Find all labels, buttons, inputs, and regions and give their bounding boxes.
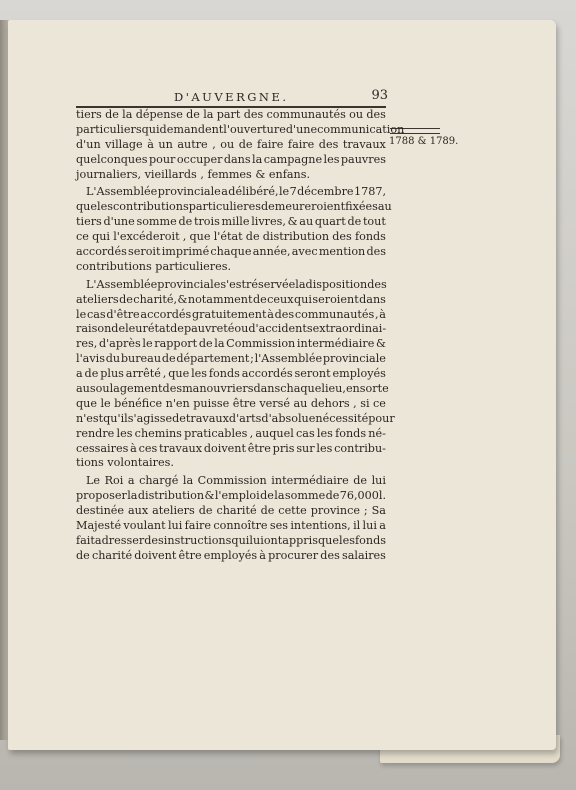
text-line: journaliers, vieillards , femmes & enfans. bbox=[76, 167, 311, 181]
text-line: que le bénéfice n'en puisse être versé au dehors , si ce bbox=[76, 396, 386, 410]
text-line: accordés seroit imprimé chaque année, avec mention des bbox=[76, 245, 386, 259]
text-line: Majesté voulant lui faire connoître ses intentions, il lui a bbox=[76, 519, 386, 533]
body-text bbox=[76, 108, 405, 564]
text-line: n'est qu'il s'agisse de travaux d'arts d'absolue nécessité pour bbox=[76, 411, 395, 425]
paragraph bbox=[76, 474, 386, 563]
text-line: l'avis du bureau de département ; l'Assemblée provinciale bbox=[76, 352, 386, 366]
text-line: le cas d'être accordés gratuitement à des communautés , à bbox=[76, 307, 386, 321]
text-line: de charité doivent être employés à procurer des salaires bbox=[76, 548, 386, 562]
text-line: L'Assemblée provinciale a délibéré, le 7 décembre 1787, bbox=[86, 185, 386, 199]
running-head: D'AUVERGNE. bbox=[174, 90, 289, 104]
text-line: ce qui l'excéderoit , que l'état de distribution des fonds bbox=[76, 230, 386, 244]
text-line: res, d'après le rapport de la Commission intermédiaire & bbox=[76, 337, 386, 351]
text-line: a de plus arrêté , que les fonds accordés seront employés bbox=[76, 367, 386, 381]
text-line: ateliers de charité, & notamment de ceux qui seroient dans bbox=[76, 292, 386, 306]
text-line: proposer la distribution & l'emploi de la somme de 76,000l. bbox=[76, 489, 386, 503]
text-line: tions volontaires. bbox=[76, 456, 174, 470]
text-line: que les contributions particulieres demeureroient fixées au bbox=[76, 200, 392, 214]
paragraph bbox=[76, 277, 395, 472]
text-line: tiers d'une somme de trois mille livres, & au quart de tout bbox=[76, 215, 386, 229]
text-line: d'un village à un autre , ou de faire faire des travaux bbox=[76, 137, 386, 151]
text-line: raison de leur état de pauvreté ou d'accidents extraordinai- bbox=[76, 322, 387, 336]
page-number: 93 bbox=[371, 88, 388, 103]
text-line: rendre les chemins praticables , auquel cas les fonds né- bbox=[76, 426, 386, 440]
text-line: particuliers qui demandent l'ouverture d'une communication bbox=[76, 122, 405, 136]
text-line: au soulagement des manouvriers dans chaque lieu , ensorte bbox=[76, 382, 389, 396]
paragraph bbox=[76, 185, 392, 274]
text-line: tiers de la dépense de la part des communautés ou des bbox=[76, 108, 386, 121]
text-line: destinée aux ateliers de charité de cette province ; Sa bbox=[76, 504, 386, 518]
text-line: fait adresser des instructions qui lui ont appris que les fonds bbox=[76, 533, 386, 547]
margin-note: 1788 & 1789. bbox=[389, 136, 459, 147]
text-line: contributions particulieres. bbox=[76, 259, 232, 273]
text-line: cessaires à ces travaux doivent être pris sur les contribu- bbox=[76, 441, 386, 455]
text-line: quelconques pour occuper dans la campagne les pauvres bbox=[76, 152, 386, 166]
text-line: L'Assemblée provinciale s'est réservée la disposition des bbox=[86, 277, 387, 291]
paragraph bbox=[76, 108, 405, 182]
text-line: Le Roi a chargé la Commission intermédiaire de lui bbox=[86, 474, 386, 488]
